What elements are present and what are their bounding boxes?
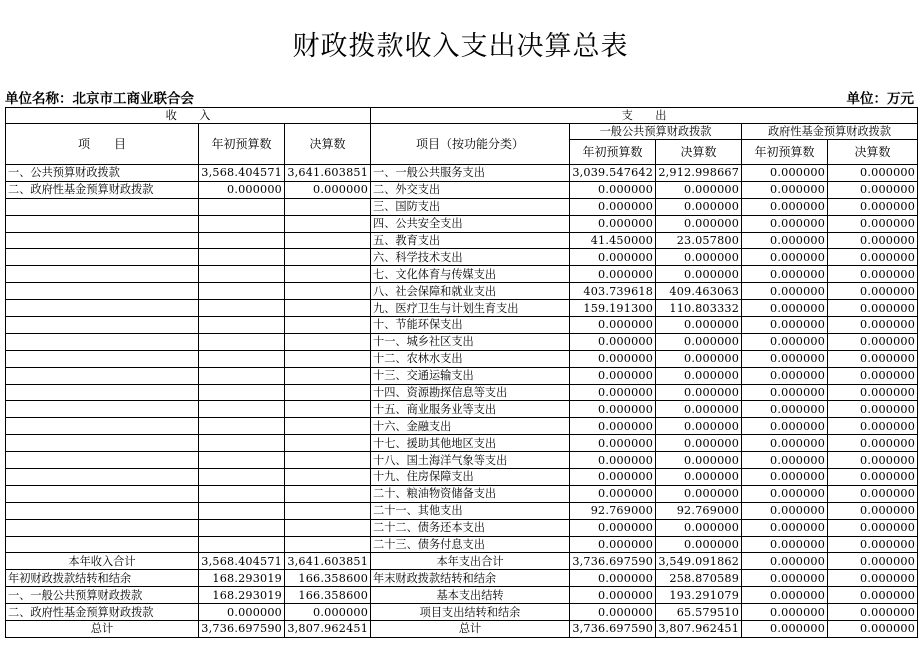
fund-initial-value: 0.000000 — [742, 570, 828, 587]
general-final-value: 0.000000 — [656, 519, 742, 536]
fund-initial-value: 0.000000 — [742, 536, 828, 553]
fund-final-value: 0.000000 — [828, 570, 918, 587]
income-item: 一、一般公共预算财政拨款 — [6, 587, 199, 604]
income-initial-header: 年初预算数 — [199, 124, 285, 165]
income-final-value — [285, 300, 371, 317]
income-item — [6, 198, 199, 215]
income-item — [6, 215, 199, 232]
expense-item: 四、公共安全支出 — [371, 215, 570, 232]
income-initial-value: 0.000000 — [199, 181, 285, 198]
income-final-value — [285, 384, 371, 401]
general-final-value: 3,807.962451 — [656, 621, 742, 638]
income-item — [6, 418, 199, 435]
general-budget-header: 一般公共预算财政拨款 — [570, 124, 742, 140]
income-final-value: 3,641.603851 — [285, 553, 371, 570]
expense-item: 三、国防支出 — [371, 198, 570, 215]
income-final-value — [285, 283, 371, 300]
general-final-value: 92.769000 — [656, 502, 742, 519]
income-item — [6, 367, 199, 384]
expense-item: 基本支出结转 — [371, 587, 570, 604]
income-final-value: 0.000000 — [285, 181, 371, 198]
fund-initial-value: 0.000000 — [742, 165, 828, 182]
income-initial-value — [199, 469, 285, 486]
fund-initial-value: 0.000000 — [742, 553, 828, 570]
page-title: 财政拨款收入支出决算总表 — [292, 31, 629, 62]
income-final-value — [285, 249, 371, 266]
fund-final-value: 0.000000 — [828, 317, 918, 334]
expense-item: 十一、城乡社区支出 — [371, 333, 570, 350]
general-final-value: 0.000000 — [656, 485, 742, 502]
expense-item: 二十一、其他支出 — [371, 502, 570, 519]
expense-item: 十三、交通运输支出 — [371, 367, 570, 384]
table-row — [6, 165, 918, 182]
income-item — [6, 317, 199, 334]
general-initial-value: 0.000000 — [570, 266, 656, 283]
table-row — [6, 283, 918, 300]
expense-item: 二、外交支出 — [371, 181, 570, 198]
fund-initial-value: 0.000000 — [742, 469, 828, 486]
general-final-value: 0.000000 — [656, 249, 742, 266]
expense-item: 十四、资源勘探信息等支出 — [371, 384, 570, 401]
income-final-value — [285, 519, 371, 536]
income-final-value: 166.358600 — [285, 587, 371, 604]
fund-final-value: 0.000000 — [828, 384, 918, 401]
fund-initial-value: 0.000000 — [742, 401, 828, 418]
general-final-value: 0.000000 — [656, 401, 742, 418]
general-final-value: 2,912.998667 — [656, 165, 742, 182]
general-final-value: 0.000000 — [656, 367, 742, 384]
table-row — [6, 435, 918, 452]
table-row — [6, 587, 918, 604]
income-initial-value: 168.293019 — [199, 570, 285, 587]
income-final-value — [285, 469, 371, 486]
general-initial-value: 0.000000 — [570, 401, 656, 418]
income-item: 本年收入合计 — [6, 553, 199, 570]
general-initial-value: 0.000000 — [570, 587, 656, 604]
income-initial-value: 3,568.404571 — [199, 165, 285, 182]
income-initial-value — [199, 502, 285, 519]
fund-initial-value: 0.000000 — [742, 215, 828, 232]
income-item — [6, 485, 199, 502]
income-item: 总计 — [6, 621, 199, 638]
income-item — [6, 502, 199, 519]
general-final-value: 0.000000 — [656, 384, 742, 401]
table-row — [6, 604, 918, 621]
income-initial-value: 3,568.404571 — [199, 553, 285, 570]
expense-item: 十七、援助其他地区支出 — [371, 435, 570, 452]
income-item — [6, 333, 199, 350]
fund-initial-value: 0.000000 — [742, 350, 828, 367]
expense-item: 九、医疗卫生与计划生育支出 — [371, 300, 570, 317]
fund-final-value: 0.000000 — [828, 350, 918, 367]
income-item: 一、公共预算财政拨款 — [6, 165, 199, 182]
income-initial-value — [199, 519, 285, 536]
fund-final-value: 0.000000 — [828, 469, 918, 486]
expense-item: 二十三、债务付息支出 — [371, 536, 570, 553]
income-item-header: 项 目 — [6, 124, 199, 165]
fund-final-value: 0.000000 — [828, 621, 918, 638]
expense-item: 五、教育支出 — [371, 232, 570, 249]
general-initial-value: 0.000000 — [570, 519, 656, 536]
income-initial-value — [199, 452, 285, 469]
income-initial-value: 3,736.697590 — [199, 621, 285, 638]
general-final-value: 193.291079 — [656, 587, 742, 604]
fund-final-value: 0.000000 — [828, 536, 918, 553]
income-final-value — [285, 502, 371, 519]
income-final-value: 3,807.962451 — [285, 621, 371, 638]
expense-item: 二十、粮油物资储备支出 — [371, 485, 570, 502]
fund-initial-value: 0.000000 — [742, 519, 828, 536]
income-final-value — [285, 452, 371, 469]
table-row — [6, 401, 918, 418]
fund-initial-value: 0.000000 — [742, 587, 828, 604]
gov-fund-header: 政府性基金预算财政拨款 — [742, 124, 918, 140]
fund-initial-value: 0.000000 — [742, 384, 828, 401]
income-final-value — [285, 198, 371, 215]
general-final-value: 258.870589 — [656, 570, 742, 587]
general-initial-value: 0.000000 — [570, 333, 656, 350]
fund-initial-value: 0.000000 — [742, 435, 828, 452]
income-initial-value — [199, 300, 285, 317]
fund-final-value: 0.000000 — [828, 587, 918, 604]
table-row — [6, 452, 918, 469]
fund-initial-value: 0.000000 — [742, 249, 828, 266]
general-initial-value: 0.000000 — [570, 536, 656, 553]
fund-final-value: 0.000000 — [828, 553, 918, 570]
table-row — [6, 198, 918, 215]
income-item: 年初财政拨款结转和结余 — [6, 570, 199, 587]
income-final-value — [285, 266, 371, 283]
income-initial-value — [199, 418, 285, 435]
expense-item: 七、文化体育与传媒支出 — [371, 266, 570, 283]
general-final-value: 23.057800 — [656, 232, 742, 249]
income-initial-value — [199, 283, 285, 300]
fund-initial-value: 0.000000 — [742, 502, 828, 519]
expense-item: 六、科学技术支出 — [371, 249, 570, 266]
table-row — [6, 570, 918, 587]
fund-final-value: 0.000000 — [828, 300, 918, 317]
fund-initial-value: 0.000000 — [742, 604, 828, 621]
expense-item: 年末财政拨款结转和结余 — [371, 570, 570, 587]
fund-final-value: 0.000000 — [828, 198, 918, 215]
table-row — [6, 553, 918, 570]
income-final-value — [285, 367, 371, 384]
fund-initial-value: 0.000000 — [742, 283, 828, 300]
general-final-value: 0.000000 — [656, 181, 742, 198]
income-final-value: 3,641.603851 — [285, 165, 371, 182]
fund-final-value: 0.000000 — [828, 367, 918, 384]
general-initial-value: 3,039.547642 — [570, 165, 656, 182]
income-initial-value — [199, 198, 285, 215]
income-initial-value — [199, 249, 285, 266]
fund-initial-value: 0.000000 — [742, 300, 828, 317]
fund-initial-value: 0.000000 — [742, 418, 828, 435]
general-initial-header: 年初预算数 — [570, 140, 656, 165]
unit-label: 单位：万元 — [846, 91, 914, 107]
general-final-value: 0.000000 — [656, 435, 742, 452]
general-initial-value: 3,736.697590 — [570, 621, 656, 638]
income-item — [6, 283, 199, 300]
income-item — [6, 519, 199, 536]
general-final-value: 0.000000 — [656, 418, 742, 435]
income-item — [6, 401, 199, 418]
general-initial-value: 0.000000 — [570, 198, 656, 215]
budget-table — [5, 107, 918, 638]
income-initial-value — [199, 232, 285, 249]
general-initial-value: 0.000000 — [570, 452, 656, 469]
table-row — [6, 621, 918, 638]
expense-item: 十八、国土海洋气象等支出 — [371, 452, 570, 469]
income-item — [6, 232, 199, 249]
expense-item: 八、社会保障和就业支出 — [371, 283, 570, 300]
fund-final-value: 0.000000 — [828, 604, 918, 621]
fund-final-value: 0.000000 — [828, 485, 918, 502]
general-initial-value: 0.000000 — [570, 418, 656, 435]
income-initial-value — [199, 485, 285, 502]
fund-initial-value: 0.000000 — [742, 452, 828, 469]
table-row — [6, 181, 918, 198]
general-final-value: 0.000000 — [656, 215, 742, 232]
expense-item: 十二、农林水支出 — [371, 350, 570, 367]
table-row — [6, 519, 918, 536]
income-item — [6, 384, 199, 401]
fund-final-value: 0.000000 — [828, 401, 918, 418]
income-final-value: 0.000000 — [285, 604, 371, 621]
expense-item-header: 项目（按功能分类） — [371, 124, 570, 165]
fund-initial-header: 年初预算数 — [742, 140, 828, 165]
income-item — [6, 452, 199, 469]
general-initial-value: 0.000000 — [570, 350, 656, 367]
income-item — [6, 266, 199, 283]
table-row — [6, 350, 918, 367]
general-final-value: 0.000000 — [656, 333, 742, 350]
income-final-header: 决算数 — [285, 124, 371, 165]
general-initial-value: 0.000000 — [570, 604, 656, 621]
fund-initial-value: 0.000000 — [742, 317, 828, 334]
table-row — [6, 418, 918, 435]
general-final-value: 0.000000 — [656, 452, 742, 469]
fund-initial-value: 0.000000 — [742, 621, 828, 638]
fund-final-value: 0.000000 — [828, 165, 918, 182]
income-item: 二、政府性基金预算财政拨款 — [6, 604, 199, 621]
general-final-value: 0.000000 — [656, 198, 742, 215]
income-final-value — [285, 401, 371, 418]
income-item — [6, 300, 199, 317]
general-initial-value: 159.191300 — [570, 300, 656, 317]
expense-item: 本年支出合计 — [371, 553, 570, 570]
table-row — [6, 249, 918, 266]
fund-initial-value: 0.000000 — [742, 232, 828, 249]
general-final-value: 0.000000 — [656, 536, 742, 553]
general-final-value: 0.000000 — [656, 266, 742, 283]
income-initial-value — [199, 435, 285, 452]
income-final-value — [285, 232, 371, 249]
income-final-value — [285, 536, 371, 553]
fund-initial-value: 0.000000 — [742, 367, 828, 384]
income-initial-value — [199, 333, 285, 350]
income-final-value — [285, 215, 371, 232]
general-initial-value: 0.000000 — [570, 367, 656, 384]
expense-item: 十五、商业服务业等支出 — [371, 401, 570, 418]
general-initial-value: 403.739618 — [570, 283, 656, 300]
fund-final-value: 0.000000 — [828, 435, 918, 452]
table-row — [6, 384, 918, 401]
table-row — [6, 333, 918, 350]
fund-final-value: 0.000000 — [828, 266, 918, 283]
income-initial-value — [199, 536, 285, 553]
table-row — [6, 469, 918, 486]
unit-name-label: 单位名称：北京市工商业联合会 — [5, 91, 194, 107]
fund-initial-value: 0.000000 — [742, 198, 828, 215]
fund-final-header: 决算数 — [828, 140, 918, 165]
expense-header: 支 出 — [371, 108, 918, 124]
fund-final-value: 0.000000 — [828, 519, 918, 536]
income-initial-value — [199, 367, 285, 384]
fund-final-value: 0.000000 — [828, 502, 918, 519]
general-final-value: 0.000000 — [656, 469, 742, 486]
income-item — [6, 536, 199, 553]
expense-item: 项目支出结转和结余 — [371, 604, 570, 621]
fund-final-value: 0.000000 — [828, 333, 918, 350]
income-item — [6, 435, 199, 452]
table-row — [6, 485, 918, 502]
expense-item: 一、一般公共服务支出 — [371, 165, 570, 182]
income-initial-value — [199, 350, 285, 367]
general-initial-value: 0.000000 — [570, 435, 656, 452]
general-final-value: 110.803332 — [656, 300, 742, 317]
general-final-value: 409.463063 — [656, 283, 742, 300]
general-initial-value: 0.000000 — [570, 570, 656, 587]
fund-initial-value: 0.000000 — [742, 333, 828, 350]
table-row — [6, 300, 918, 317]
income-initial-value — [199, 215, 285, 232]
fund-final-value: 0.000000 — [828, 418, 918, 435]
income-final-value — [285, 350, 371, 367]
income-item — [6, 350, 199, 367]
income-final-value — [285, 435, 371, 452]
income-item — [6, 469, 199, 486]
income-final-value — [285, 418, 371, 435]
fund-final-value: 0.000000 — [828, 249, 918, 266]
fund-initial-value: 0.000000 — [742, 266, 828, 283]
fund-final-value: 0.000000 — [828, 215, 918, 232]
general-initial-value: 0.000000 — [570, 469, 656, 486]
table-row — [6, 266, 918, 283]
table-row — [6, 215, 918, 232]
fund-final-value: 0.000000 — [828, 283, 918, 300]
income-initial-value — [199, 266, 285, 283]
general-initial-value: 92.769000 — [570, 502, 656, 519]
fund-final-value: 0.000000 — [828, 181, 918, 198]
income-item — [6, 249, 199, 266]
income-final-value — [285, 333, 371, 350]
income-final-value: 166.358600 — [285, 570, 371, 587]
income-initial-value — [199, 384, 285, 401]
general-initial-value: 0.000000 — [570, 215, 656, 232]
income-item: 二、政府性基金预算财政拨款 — [6, 181, 199, 198]
income-final-value — [285, 317, 371, 334]
fund-final-value: 0.000000 — [828, 232, 918, 249]
general-initial-value: 0.000000 — [570, 181, 656, 198]
general-initial-value: 41.450000 — [570, 232, 656, 249]
expense-item: 十、节能环保支出 — [371, 317, 570, 334]
expense-item: 二十二、债务还本支出 — [371, 519, 570, 536]
general-final-value: 0.000000 — [656, 350, 742, 367]
general-initial-value: 0.000000 — [570, 384, 656, 401]
fund-final-value: 0.000000 — [828, 452, 918, 469]
general-initial-value: 0.000000 — [570, 249, 656, 266]
income-initial-value: 0.000000 — [199, 604, 285, 621]
table-row — [6, 232, 918, 249]
general-initial-value: 0.000000 — [570, 485, 656, 502]
general-final-value: 65.579510 — [656, 604, 742, 621]
general-final-value: 0.000000 — [656, 317, 742, 334]
table-row — [6, 536, 918, 553]
general-final-value: 3,549.091862 — [656, 553, 742, 570]
expense-item: 总计 — [371, 621, 570, 638]
general-initial-value: 3,736.697590 — [570, 553, 656, 570]
income-initial-value: 168.293019 — [199, 587, 285, 604]
income-initial-value — [199, 317, 285, 334]
income-header: 收 入 — [6, 108, 371, 124]
income-final-value — [285, 485, 371, 502]
expense-item: 十六、金融支出 — [371, 418, 570, 435]
fund-initial-value: 0.000000 — [742, 485, 828, 502]
income-initial-value — [199, 401, 285, 418]
expense-item: 十九、住房保障支出 — [371, 469, 570, 486]
general-initial-value: 0.000000 — [570, 317, 656, 334]
table-row — [6, 317, 918, 334]
fund-initial-value: 0.000000 — [742, 181, 828, 198]
table-row — [6, 502, 918, 519]
general-final-header: 决算数 — [656, 140, 742, 165]
table-row — [6, 367, 918, 384]
